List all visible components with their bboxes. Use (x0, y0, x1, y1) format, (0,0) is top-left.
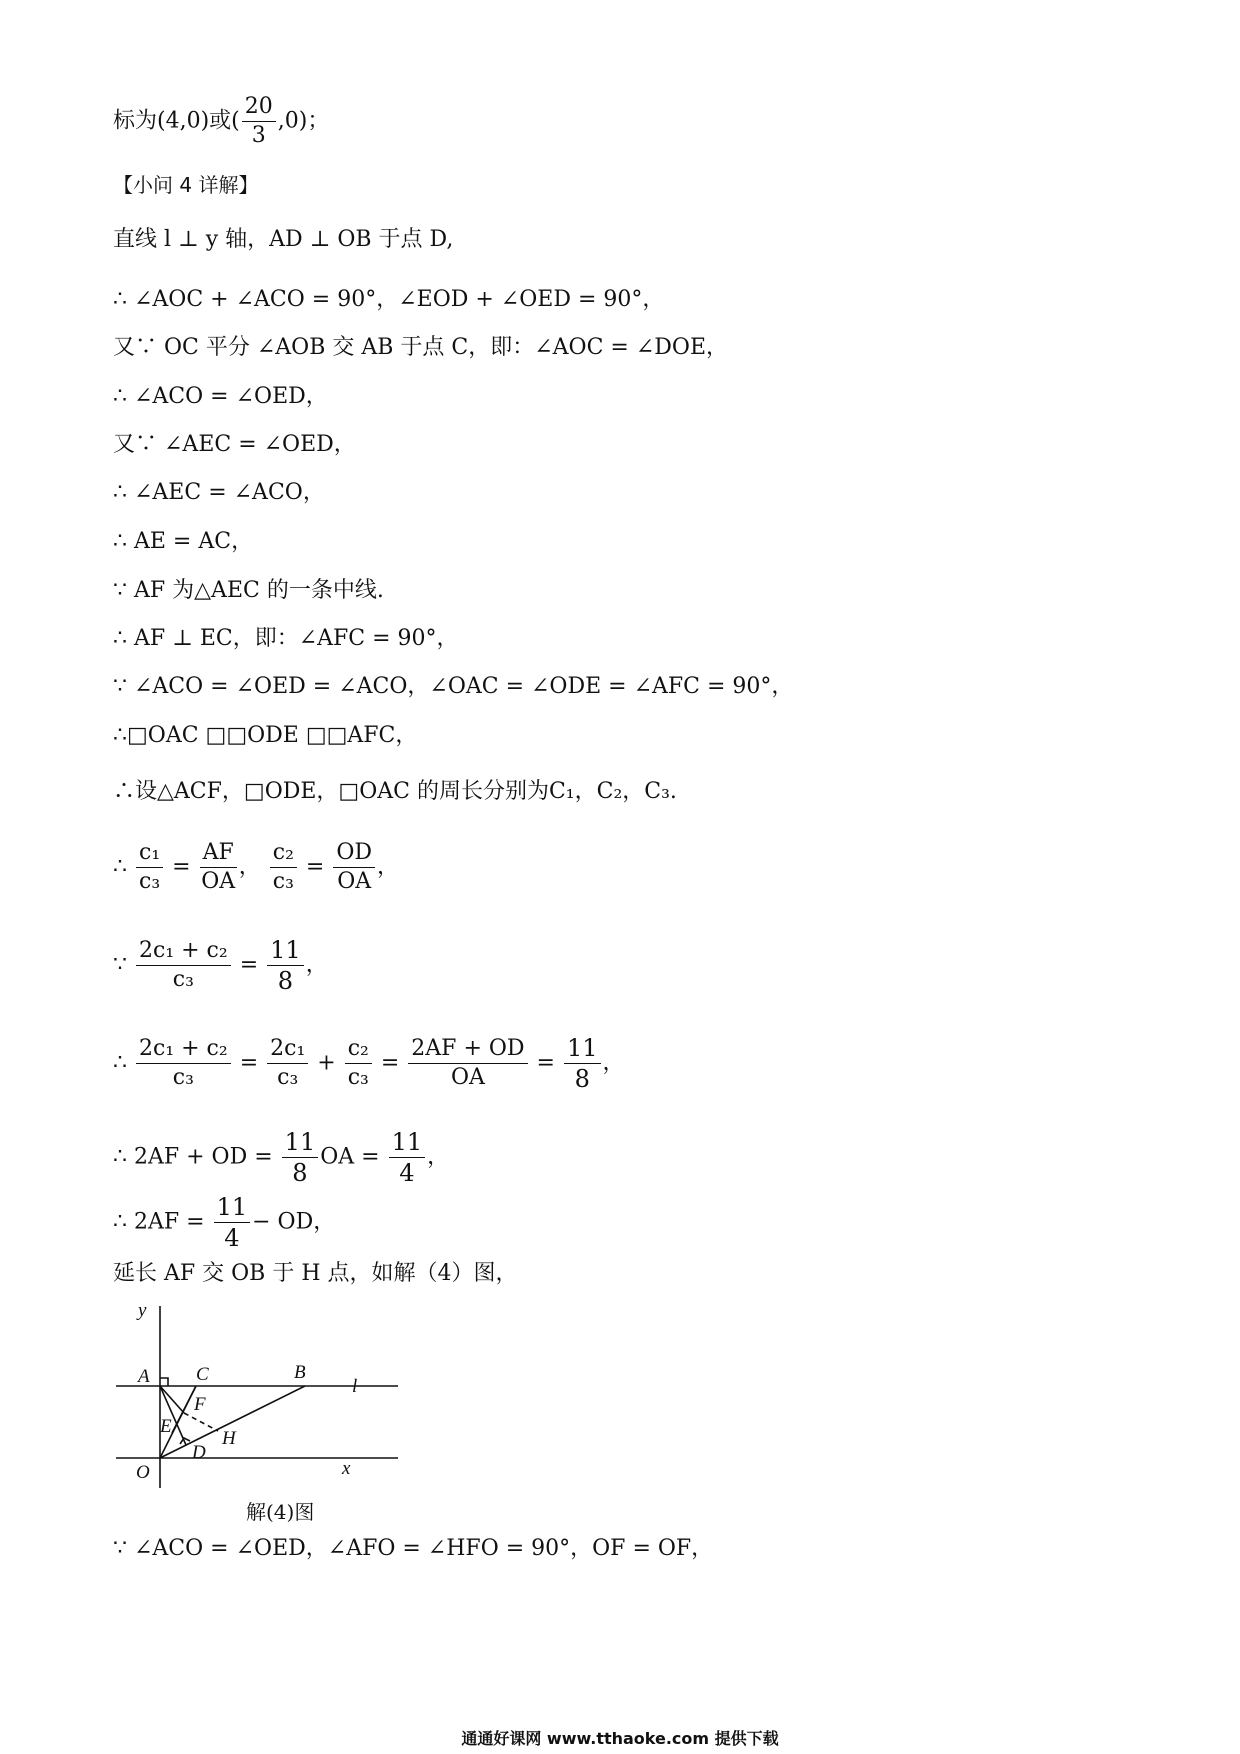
text-segment: 标为(4,0)或( (113, 108, 240, 134)
fraction-denominator: 4 (224, 1224, 240, 1252)
fraction-denominator: 4 (399, 1159, 415, 1187)
proof-line: ∵ ∠ACO = ∠OED，∠AFO = ∠HFO = 90°，OF = OF， (113, 1536, 714, 1561)
fraction-numerator: 11 (267, 938, 304, 966)
fraction-numerator: 2c₁ + c₂ (136, 1038, 231, 1064)
fraction-denominator: 8 (574, 1065, 590, 1093)
proof-line: ∵ ∠ACO = ∠OED = ∠ACO，∠OAC = ∠ODE = ∠AFC = 90°， (113, 674, 794, 699)
fraction (270, 842, 297, 893)
proof-line: 又∵ OC 平分 ∠AOB 交 AB 于点 C，即：∠AOC = ∠DOE， (113, 335, 729, 360)
fraction (408, 1038, 527, 1089)
fraction-numerator: 11 (389, 1130, 426, 1158)
label-o: O (136, 1462, 150, 1483)
fraction-denominator: 8 (277, 967, 294, 995)
fraction-numerator: 11 (282, 1130, 319, 1158)
text-segment: OA = (320, 1144, 380, 1170)
fraction (564, 1036, 601, 1091)
label-d: D (192, 1442, 206, 1463)
text-segment: + (317, 1050, 336, 1076)
formula-sum (113, 1130, 449, 1185)
label-a: A (138, 1366, 150, 1387)
text-segment: ∴ (113, 854, 127, 880)
fraction-denominator: OA (337, 869, 372, 894)
label-h: H (222, 1428, 236, 1449)
proof-line: ∴ AF ⊥ EC，即：∠AFC = 90°， (113, 626, 459, 651)
fraction-numerator: AF (200, 842, 237, 868)
fraction (136, 940, 231, 991)
segment-af (160, 1386, 184, 1413)
fraction-numerator: 20 (242, 96, 276, 122)
label-e: E (160, 1416, 172, 1437)
text-segment: ∴ 2AF + OD = (113, 1144, 273, 1170)
fraction-numerator: c₂ (270, 842, 297, 868)
fraction-denominator: 8 (292, 1159, 308, 1187)
fraction (345, 1038, 372, 1089)
text-segment: ， (238, 854, 261, 880)
proof-line: ∴设△ACF，□ODE，□OAC 的周长分别为C₁，C₂，C₃. (113, 779, 677, 804)
text-segment: = (239, 952, 259, 978)
fraction-denominator: 3 (251, 123, 266, 148)
line-coordinates (113, 96, 329, 147)
label-y: y (138, 1300, 147, 1321)
fraction-denominator: c₃ (272, 869, 294, 894)
fraction-denominator: c₃ (172, 967, 194, 992)
fraction (267, 938, 304, 993)
text-segment: = (305, 854, 325, 880)
proof-line: ∴ ∠AEC = ∠ACO， (113, 480, 325, 505)
label-f: F (194, 1394, 206, 1415)
label-l: l (352, 1376, 358, 1397)
figure-caption: 解(4)图 (246, 1500, 315, 1524)
fraction-numerator: 2c₁ (267, 1038, 308, 1064)
fraction-denominator: OA (201, 869, 236, 894)
label-b: B (294, 1362, 306, 1383)
proof-line: 直线 l ⊥ y 轴，AD ⊥ OB 于点 D, (113, 227, 454, 252)
fraction (136, 842, 163, 893)
formula-ratios (113, 842, 399, 893)
text-segment: − OD， (252, 1209, 336, 1235)
text-segment: ∵ (113, 952, 127, 978)
fraction (242, 96, 276, 147)
proof-line: 延长 AF 交 OB 于 H 点，如解（4）图， (113, 1261, 518, 1286)
fraction-denominator: c₃ (347, 1065, 369, 1090)
text-segment: ， (602, 1050, 625, 1076)
fraction-numerator: 11 (564, 1036, 601, 1064)
fraction (200, 842, 237, 893)
fraction-denominator: OA (450, 1065, 485, 1090)
fraction-denominator: c₃ (139, 869, 161, 894)
text-segment: ∴ 2AF = (113, 1209, 205, 1235)
right-angle-mark-a (160, 1378, 168, 1386)
proof-line: ∴□OAC □□ODE □□AFC， (113, 723, 418, 748)
proof-line: ∴ ∠ACO = ∠OED， (113, 384, 328, 409)
fraction (333, 842, 375, 893)
text-segment: ， (305, 952, 328, 978)
fraction-numerator: 2c₁ + c₂ (136, 940, 231, 966)
text-segment: = (239, 1050, 259, 1076)
text-segment: ∴ (113, 1050, 127, 1076)
proof-line: ∴ AE = AC， (113, 529, 254, 554)
segment-fh-dashed (184, 1413, 218, 1431)
text-segment: ,0)； (277, 108, 330, 134)
fraction-numerator: 2AF + OD (408, 1038, 527, 1064)
geometry-figure (108, 1298, 418, 1498)
footer-watermark: 通通好课网 www.tthaoke.com 提供下载 (461, 1729, 779, 1748)
formula-af (113, 1195, 335, 1250)
fraction (267, 1038, 308, 1089)
fraction-denominator: c₃ (277, 1065, 299, 1090)
text-segment: = (172, 854, 191, 880)
fraction-numerator: OD (333, 842, 375, 868)
fraction (136, 1038, 231, 1089)
proof-line: ∴ ∠AOC + ∠ACO = 90°，∠EOD + ∠OED = 90°， (113, 287, 665, 312)
text-segment: = (380, 1050, 400, 1076)
label-x: x (342, 1458, 351, 1479)
fraction (389, 1130, 426, 1185)
fraction (214, 1195, 251, 1250)
proof-line: 又∵ ∠AEC = ∠OED， (113, 432, 356, 457)
fraction (282, 1130, 319, 1185)
text-segment: ， (377, 854, 400, 880)
fraction-numerator: 11 (214, 1195, 251, 1223)
text-segment: ， (427, 1144, 450, 1170)
proof-line: ∵ AF 为△AEC 的一条中线. (113, 578, 384, 603)
formula-given (113, 938, 328, 993)
formula-expansion (113, 1036, 625, 1091)
fraction-numerator: c₂ (345, 1038, 372, 1064)
fraction-denominator: c₃ (172, 1065, 194, 1090)
fraction-numerator: c₁ (136, 842, 163, 868)
label-c: C (196, 1364, 209, 1385)
section-heading: 【小问 4 详解】 (113, 173, 259, 197)
segment-ec (172, 1386, 196, 1433)
text-segment: = (536, 1050, 555, 1076)
